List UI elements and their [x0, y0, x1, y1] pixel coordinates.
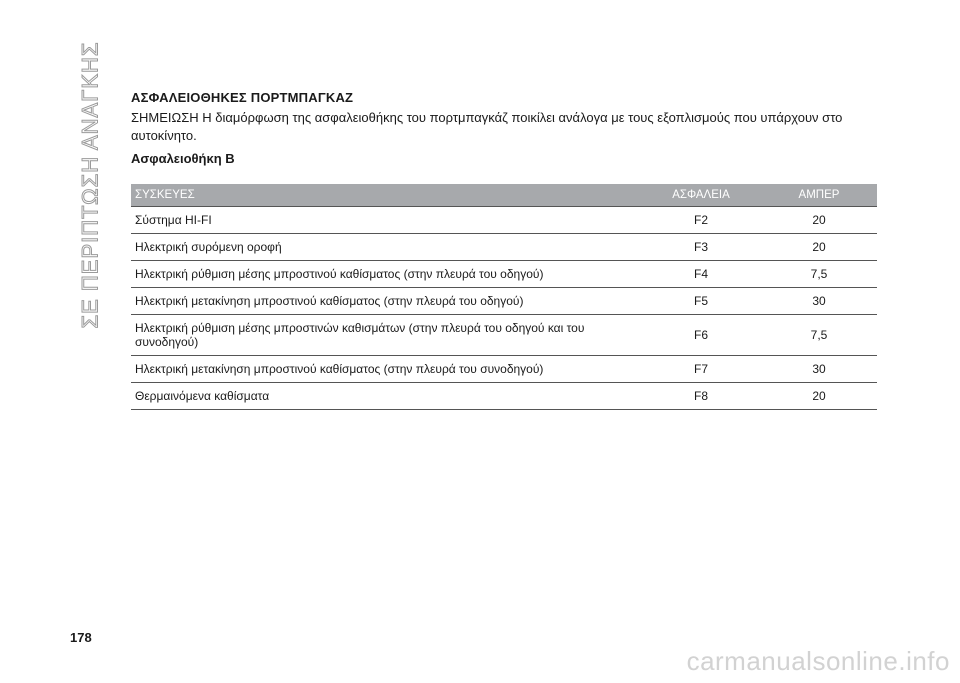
table-row	[131, 383, 877, 410]
amp-cell: 20	[761, 234, 877, 261]
table-row	[131, 315, 877, 356]
amp-cell: 30	[761, 356, 877, 383]
device-cell-text: Ηλεκτρική ρύθμιση μέσης μπροστινών καθισμάτων (στην πλευρά του οδηγού και του συνοδηγού)	[135, 321, 585, 349]
fuse-cell: F3	[641, 234, 761, 261]
header-devices: ΣΥΣΚΕΥΕΣ	[131, 184, 641, 207]
amp-cell: 20	[761, 207, 877, 234]
fuse-cell: F7	[641, 356, 761, 383]
header-fuse: ΑΣΦΑΛΕΙΑ	[641, 184, 761, 207]
header-amp: ΑΜΠΕΡ	[761, 184, 877, 207]
device-cell: Θερμαινόμενα καθίσματα	[131, 383, 641, 410]
fuse-cell: F6	[641, 315, 761, 356]
fuse-box-subheading: Ασφαλειοθήκη B	[131, 151, 235, 166]
device-cell: Ηλεκτρική συρόμενη οροφή	[131, 234, 641, 261]
fuse-table-header-row	[131, 184, 877, 207]
table-row	[131, 261, 877, 288]
fuse-table-header	[131, 184, 877, 207]
table-row	[131, 288, 877, 315]
amp-cell: 7,5	[761, 261, 877, 288]
note-paragraph: ΣΗΜΕΙΩΣΗ Η διαμόρφωση της ασφαλειοθήκης του πορτμπαγκάζ ποικίλει ανάλογα με τους εξοπλισμούς που υπάρχουν στο αυτοκίνητο.	[131, 110, 843, 143]
table-row	[131, 207, 877, 234]
page-number: 178	[70, 630, 92, 645]
amp-cell: 20	[761, 383, 877, 410]
watermark: carmanualsonline.info	[686, 646, 950, 676]
device-cell: Ηλεκτρική μετακίνηση μπροστινού καθίσματος (στην πλευρά του οδηγού)	[131, 288, 641, 315]
table-row	[131, 356, 877, 383]
page-content	[131, 90, 877, 410]
device-cell: Σύστημα HI-FI	[131, 207, 641, 234]
device-cell: Ηλεκτρική μετακίνηση μπροστινού καθίσματος (στην πλευρά του συνοδηγού)	[131, 356, 641, 383]
fuse-cell: F8	[641, 383, 761, 410]
section-side-tab-label: ΣΕ ΠΕΡΙΠΤΩΣΗ ΑΝΑΓΚΗΣ	[77, 41, 103, 329]
device-cell: Ηλεκτρική ρύθμιση μέσης μπροστινού καθίσματος (στην πλευρά του οδηγού)	[131, 261, 641, 288]
device-cell	[131, 315, 641, 356]
fuse-cell: F4	[641, 261, 761, 288]
table-row	[131, 234, 877, 261]
amp-cell: 7,5	[761, 315, 877, 356]
amp-cell: 30	[761, 288, 877, 315]
fuse-table	[131, 184, 877, 410]
fuse-cell: F2	[641, 207, 761, 234]
fuse-cell: F5	[641, 288, 761, 315]
section-side-tab	[60, 40, 120, 330]
section-heading: ΑΣΦΑΛΕΙΟΘΗΚΕΣ ΠΟΡΤΜΠΑΓΚΑΖ	[131, 90, 354, 105]
